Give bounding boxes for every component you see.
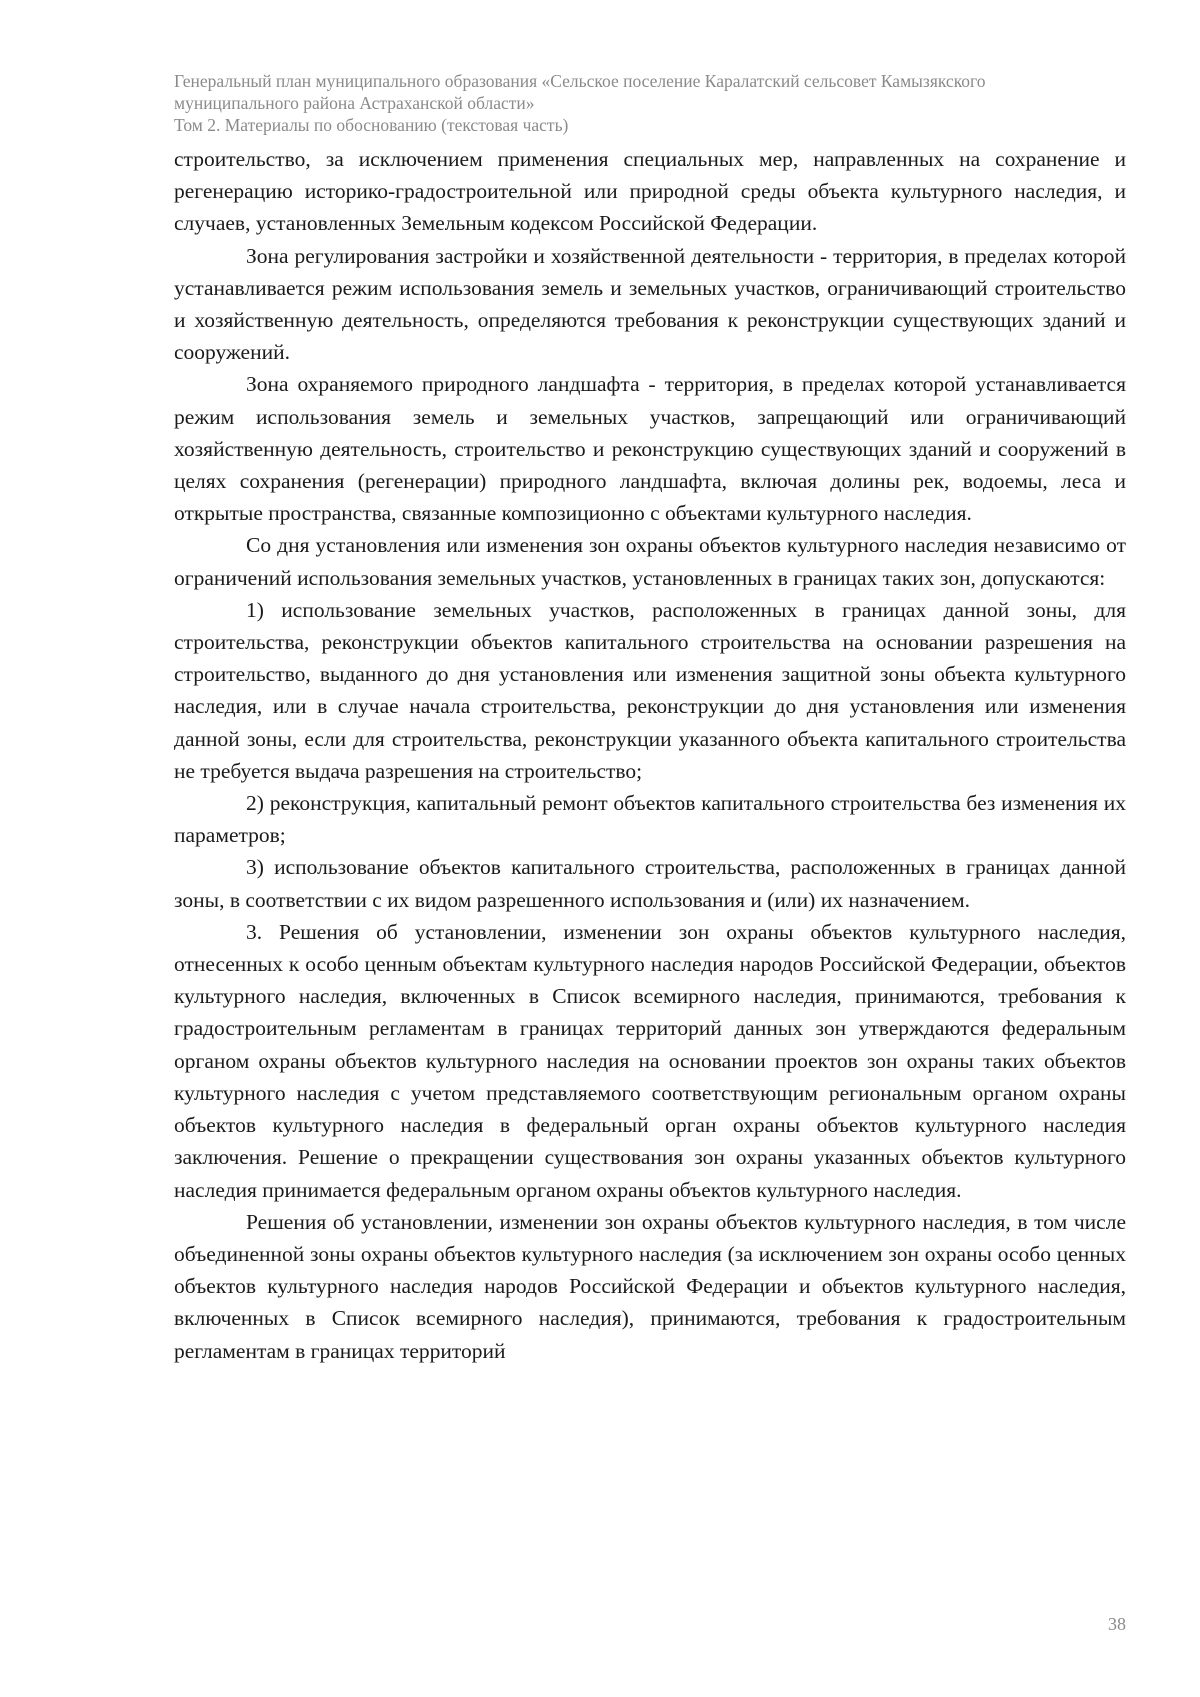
page-number: 38: [1108, 1614, 1126, 1634]
body-text: [174, 143, 1126, 1367]
paragraph-zone-regulation: Зона регулирования застройки и хозяйственной деятельности - территория, в пределах которой устанавливается режим использования земель и земельных участков, ограничивающий строительство и хозяйственную деятельность, определяются требования к реконструкции существующих зданий и сооружений.: [174, 243, 1126, 365]
list-item-2: 2) реконструкция, капитальный ремонт объектов капитального строительства без изменения их параметров;: [174, 791, 1126, 848]
paragraph-zone-landscape: Зона охраняемого природного ландшафта - территория, в пределах которой устанавливается режим использования земель и земельных участков, запрещающий или ограничивающий хозяйственную деятельность, строительство и реконструкцию существующих зданий и сооружений в целях сохранения (регенерации) природного ландшафта, включая долины рек, водоемы, леса и открытые пространства, связанные композиционно с объектами культурного наследия.: [174, 372, 1126, 526]
header-line-1: Генеральный план муниципального образования «Сельское поселение Каралатский сельсовет Камызякского: [174, 71, 986, 91]
paragraph-decisions: Решения об установлении, изменении зон охраны объектов культурного наследия, в том числе объединенной зоны охраны объектов культурного наследия (за исключением зон охраны особо ценных объектов культурного наследия народов Российской Федерации и объектов культурного наследия, включенных в Список всемирного наследия), принимаются, требования к градостроительным регламентам в границах территорий: [174, 1209, 1126, 1363]
paragraph-continuation: строительство, за исключением применения специальных мер, направленных на сохранение и регенерацию историко-градостроительной или природной среды объекта культурного наследия, и случаев, установленных Земельным кодексом Российской Федерации.: [174, 147, 1126, 236]
list-item-3: 3) использование объектов капитального строительства, расположенных в границах данной зоны, в соответствии с их видом разрешенного использования и (или) их назначением.: [174, 855, 1126, 912]
list-item-1: 1) использование земельных участков, расположенных в границах данной зоны, для строительства, реконструкции объектов капитального строительства на основании разрешения на строительство, выданного до дня установления или изменения защитной зоны объекта культурного наследия, или в случае начала строительства, реконструкции до дня установления или изменения данной зоны, если для строительства, реконструкции указанного объекта капитального строительства не требуется выдача разрешения на строительство;: [174, 597, 1126, 783]
paragraph-section-3: 3. Решения об установлении, изменении зон охраны объектов культурного наследия, отнесенных к особо ценным объектам культурного наследия народов Российской Федерации, объектов культурного наследия, включенных в Список всемирного наследия, принимаются, требования к градостроительным регламентам в границах территорий данных зон утверждаются федеральным органом охраны объектов культурного наследия на основании проектов зон охраны таких объектов культурного наследия с учетом представляемого соответствующим региональным органом охраны объектов культурного наследия в федеральный орган охраны объектов культурного наследия заключения. Решение о прекращении существования зон охраны указанных объектов культурного наследия принимается федеральным органом охраны объектов культурного наследия.: [174, 919, 1126, 1202]
paragraph-permitted-intro: Со дня установления или изменения зон охраны объектов культурного наследия независимо от ограничений использования земельных участков, установленных в границах таких зон, допускаются:: [174, 533, 1126, 590]
header-line-3: Том 2. Материалы по обоснованию (текстовая часть): [174, 115, 569, 135]
running-header: [174, 70, 1134, 136]
header-line-2: муниципального района Астраханской области»: [174, 93, 535, 113]
